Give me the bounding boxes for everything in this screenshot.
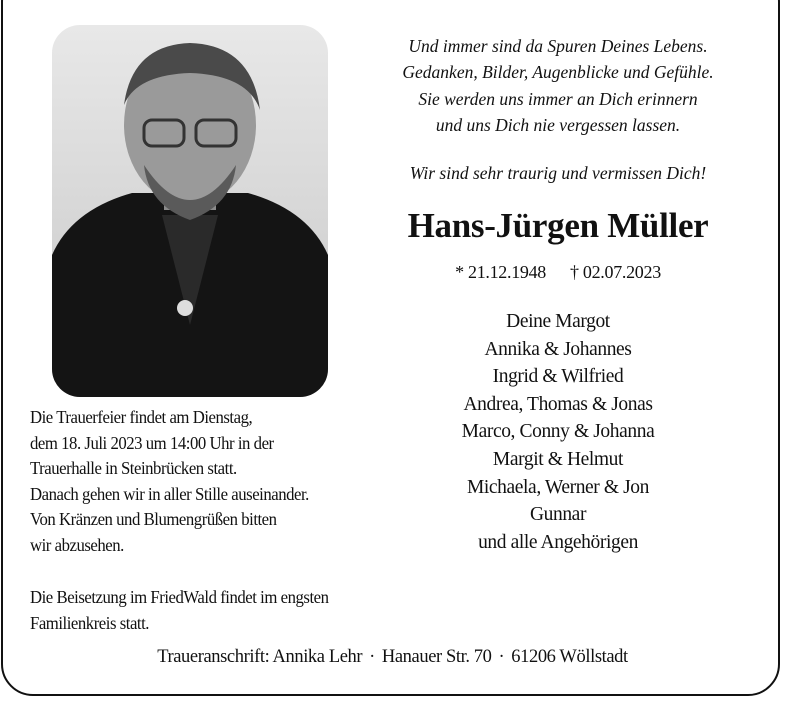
mourner: Annika & Johannes — [484, 338, 632, 360]
mourners-list — [340, 308, 776, 556]
address-city: 61206 Wöllstadt — [511, 647, 628, 667]
ceremony-line: Die Trauerfeier findet am Dienstag, — [30, 407, 253, 427]
burial-info — [30, 585, 329, 636]
mourner: und alle Angehörigen — [478, 531, 638, 553]
ceremony-line: dem 18. Juli 2023 um 14:00 Uhr in der — [30, 432, 274, 453]
birth-date: * 21.12.1948 — [455, 262, 546, 282]
portrait-photo — [52, 25, 328, 397]
mourner: Michaela, Werner & Jon — [466, 476, 650, 498]
mourner: Marco, Conny & Johanna — [461, 421, 655, 443]
poem-closing: Wir sind sehr traurig und vermissen Dich! — [409, 163, 707, 183]
death-date: † 02.07.2023 — [570, 262, 661, 282]
ceremony-line: Von Kränzen und Blumengrüßen bitten — [30, 509, 277, 530]
burial-line: Die Beisetzung im FriedWald findet im engsten — [30, 587, 329, 607]
poem-line: Gedanken, Bilder, Augenblicke und Gefühle. — [402, 62, 714, 83]
mourner: Margit & Helmut — [492, 448, 624, 470]
poem-line: und uns Dich nie vergessen lassen. — [435, 114, 681, 135]
ceremony-line: wir abzusehen. — [30, 534, 124, 555]
deceased-name: Hans-Jürgen Müller — [407, 206, 709, 245]
address-street: Hanauer Str. 70 — [381, 647, 492, 667]
ceremony-info — [30, 405, 309, 559]
life-dates — [340, 260, 776, 284]
portrait-illustration — [52, 25, 328, 397]
poem-line: Und immer sind da Spuren Deines Lebens. — [408, 36, 708, 56]
mourner: Andrea, Thomas & Jonas — [463, 393, 653, 415]
poem-line: Sie werden uns immer an Dich erinnern — [418, 88, 698, 109]
mourner: Gunnar — [529, 504, 587, 526]
separator: · — [369, 647, 375, 667]
poem — [340, 33, 776, 138]
mourner: Ingrid & Wilfried — [492, 366, 624, 388]
address-label: Traueranschrift: Annika Lehr — [157, 647, 363, 667]
mourner: Deine Margot — [506, 311, 610, 332]
burial-line: Familienkreis statt. — [30, 612, 150, 633]
ceremony-line: Trauerhalle in Steinbrücken statt. — [30, 458, 237, 479]
mourning-address — [0, 647, 785, 668]
ceremony-line: Danach gehen wir in aller Stille auseinander. — [30, 483, 309, 504]
separator: · — [498, 647, 505, 667]
